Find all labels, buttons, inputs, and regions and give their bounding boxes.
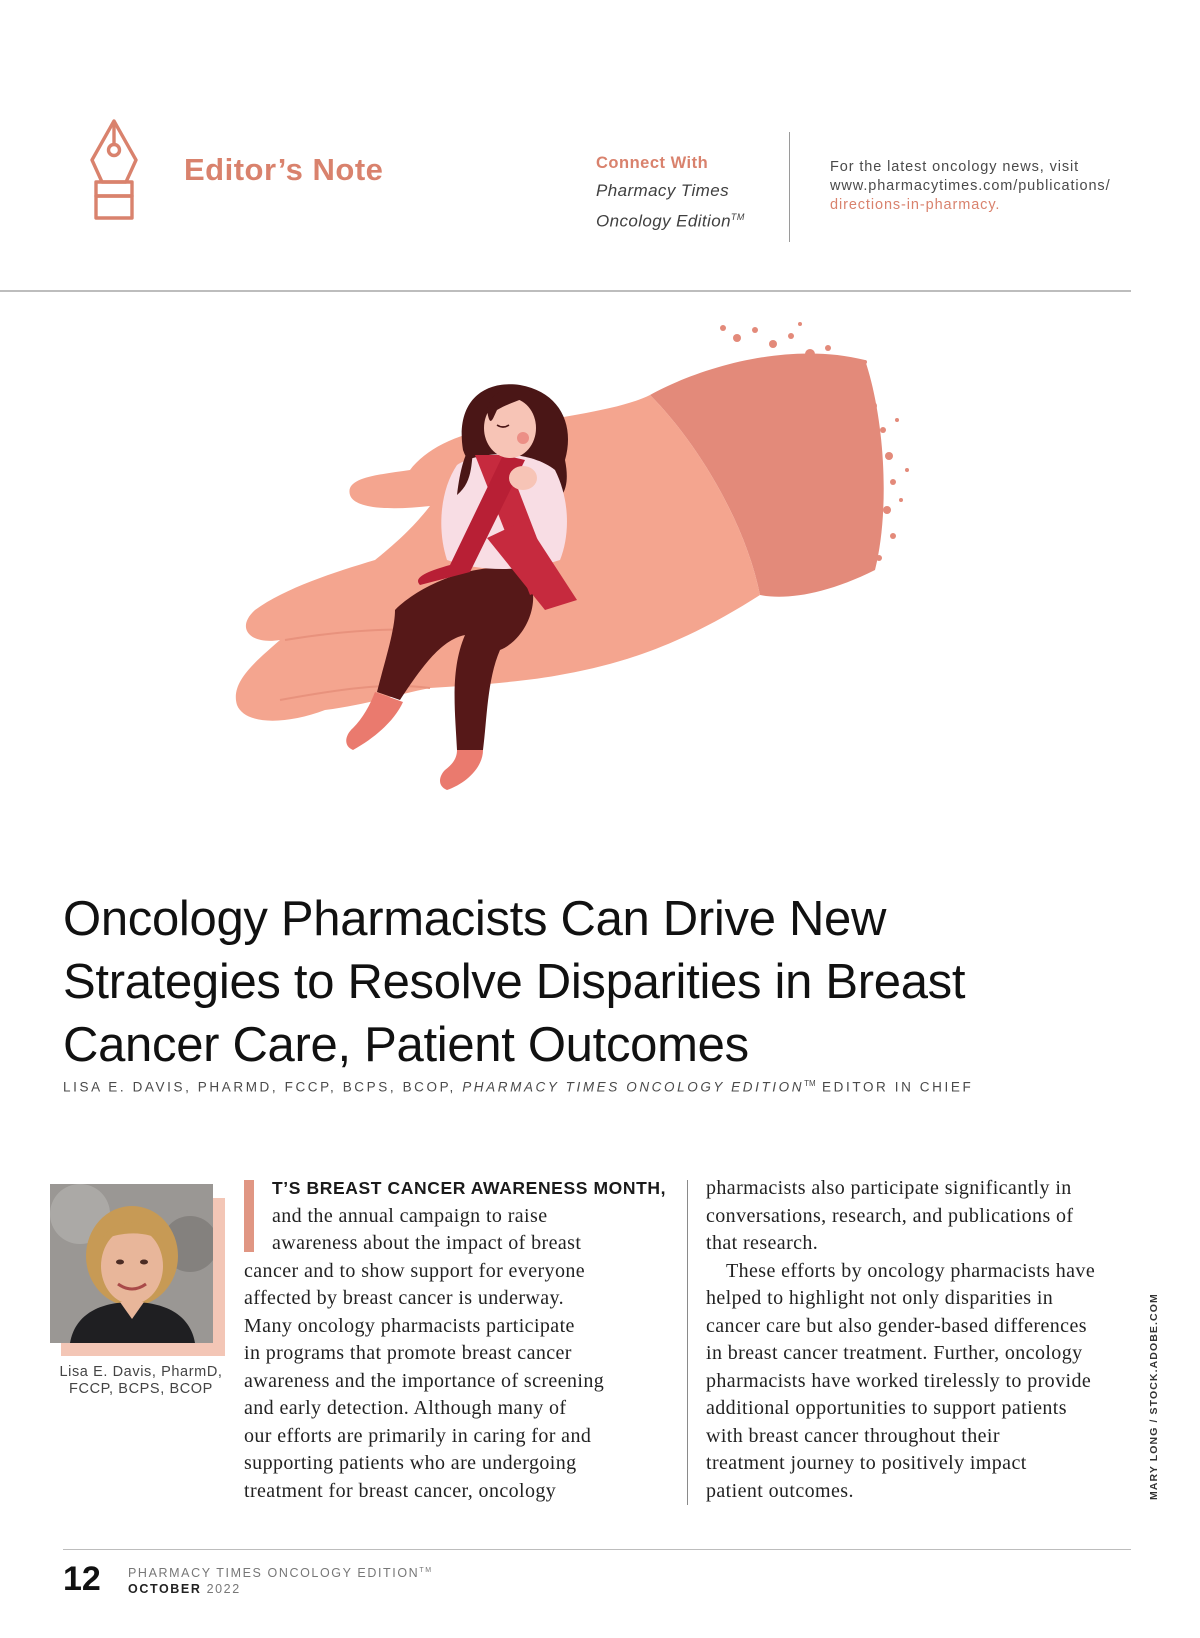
body-column-2 bbox=[706, 1175, 1136, 1505]
trademark-mark: TM bbox=[730, 212, 745, 222]
trademark-mark: TM bbox=[419, 1567, 433, 1574]
photo-caption-line: Lisa E. Davis, PharmD, bbox=[59, 1364, 223, 1380]
body-line: These efforts by oncology pharmacists have bbox=[726, 1259, 1096, 1282]
byline-author: LISA E. DAVIS, PHARMD, FCCP, BCPS, BCOP, bbox=[63, 1079, 456, 1095]
body-line: additional opportunities to support patients bbox=[706, 1397, 1067, 1419]
body-column-1 bbox=[244, 1175, 667, 1505]
trademark-mark: TM bbox=[804, 1079, 816, 1088]
body-line: with breast cancer throughout their bbox=[706, 1424, 1000, 1447]
body-line: and early detection. Although many of bbox=[244, 1397, 567, 1419]
latest-news-note bbox=[830, 158, 1160, 215]
footer-rule bbox=[63, 1549, 1131, 1550]
body-line: treatment journey to positively impact bbox=[706, 1452, 1027, 1474]
photo-credit bbox=[1148, 1293, 1168, 1500]
photo-credit-text: MARY LONG / STOCK.ADOBE.COM bbox=[1148, 1293, 1160, 1500]
byline-role: EDITOR IN CHIEF bbox=[822, 1079, 974, 1095]
latest-news-text: For the latest oncology news, visit bbox=[830, 159, 1080, 175]
footer-publication bbox=[128, 1563, 433, 1597]
connect-publication: Pharmacy Times bbox=[596, 181, 729, 200]
body-line: Many oncology pharmacists participate bbox=[244, 1314, 575, 1337]
section-title: Editor’s Note bbox=[184, 152, 384, 187]
connect-heading: Connect With bbox=[596, 154, 709, 172]
body-line: cancer and to show support for everyone bbox=[244, 1259, 586, 1282]
body-line: treatment for breast cancer, oncology bbox=[244, 1479, 557, 1502]
page-number: 12 bbox=[63, 1560, 101, 1598]
issue-month: OCTOBER bbox=[128, 1582, 202, 1597]
body-line: awareness about the impact of breast bbox=[272, 1232, 582, 1254]
photo-caption-line: FCCP, BCPS, BCOP bbox=[69, 1381, 213, 1397]
photo-caption bbox=[50, 1364, 232, 1398]
body-line: supporting patients who are undergoing bbox=[244, 1452, 577, 1474]
header-divider bbox=[789, 132, 790, 242]
connect-edition: Oncology Edition™ bbox=[596, 211, 745, 231]
body-line: patient outcomes. bbox=[706, 1479, 854, 1502]
body-line: in breast cancer treatment. Further, oncology bbox=[706, 1342, 1083, 1364]
body-line: that research. bbox=[706, 1232, 819, 1254]
body-line: conversations, research, and publications of bbox=[706, 1204, 1074, 1227]
latest-news-url[interactable]: www.pharmacytimes.com/publications/ bbox=[830, 178, 1111, 194]
body-line: our efforts are primarily in caring for and bbox=[244, 1424, 592, 1447]
body-line: pharmacists have worked tirelessly to provide bbox=[706, 1369, 1092, 1392]
author-portrait bbox=[50, 1184, 213, 1343]
article-byline bbox=[63, 1079, 973, 1095]
body-line: affected by breast cancer is underway. bbox=[244, 1287, 565, 1309]
publication-name: PHARMACY TIMES ONCOLOGY EDITION bbox=[128, 1566, 420, 1581]
body-line: and the annual campaign to raise bbox=[272, 1204, 548, 1227]
hand-holding-woman-illustration bbox=[225, 310, 945, 830]
body-line: in programs that promote breast cancer bbox=[244, 1342, 572, 1364]
body-line: helped to highlight not only disparities in bbox=[706, 1287, 1054, 1309]
connect-block bbox=[596, 150, 771, 235]
fountain-pen-nib-icon bbox=[86, 118, 142, 222]
article-headline: Oncology Pharmacists Can Drive New Strategies to Resolve Disparities in Breast Cancer Care, Patient Outcomes bbox=[63, 892, 966, 1072]
body-line: awareness and the importance of screening bbox=[244, 1369, 605, 1392]
body-line: pharmacists also participate significantly in bbox=[706, 1177, 1072, 1199]
column-divider bbox=[687, 1180, 688, 1505]
byline-publication: PHARMACY TIMES ONCOLOGY EDITION bbox=[462, 1079, 805, 1095]
header-rule bbox=[0, 290, 1131, 292]
body-line: cancer care but also gender-based differences bbox=[706, 1314, 1087, 1337]
latest-news-url-cont[interactable]: directions-in-pharmacy. bbox=[830, 197, 1001, 213]
lead-in-text: T’S BREAST CANCER AWARENESS MONTH, bbox=[272, 1178, 667, 1198]
issue-year: 2022 bbox=[206, 1582, 241, 1597]
